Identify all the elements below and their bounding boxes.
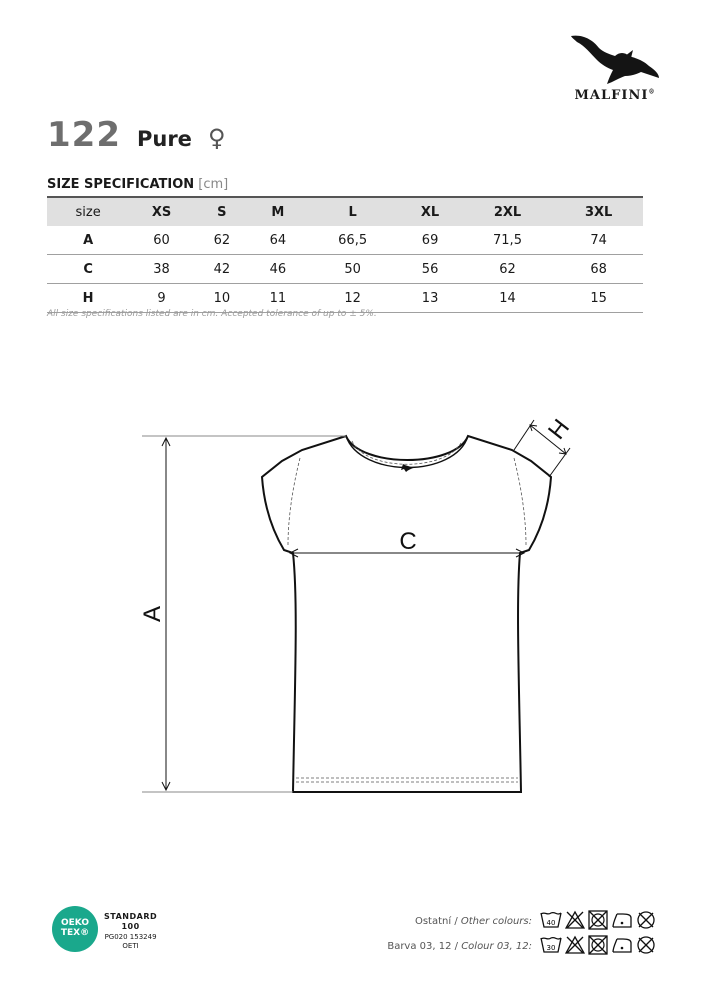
header-cell: 3XL <box>554 197 643 226</box>
table-cell: 64 <box>250 226 306 255</box>
colour-cz: Ostatní / <box>414 916 461 927</box>
header-cell: XL <box>399 197 460 226</box>
measurement-a <box>142 436 346 792</box>
table-cell: 62 <box>461 255 555 284</box>
table-cell: 71,5 <box>461 226 555 255</box>
colour-en: Colour 03, 12: <box>461 941 532 952</box>
wash-temp: 40 <box>546 919 556 927</box>
table-cell: 69 <box>399 226 460 255</box>
colour-cz: Barva 03, 12 / <box>387 941 462 952</box>
row-label: H <box>47 284 129 313</box>
product-name: Pure <box>136 127 192 151</box>
colour-line-1 <box>415 916 532 927</box>
table-cell: 56 <box>399 255 460 284</box>
table-cell: 38 <box>129 255 194 284</box>
row-label: C <box>47 255 129 284</box>
header-cell: size <box>47 197 129 226</box>
no-tumble-dry-icon <box>588 935 608 955</box>
table-cell: 12 <box>306 284 400 313</box>
table-cell: 9 <box>129 284 194 313</box>
table-cell: 60 <box>129 226 194 255</box>
care-symbols-1 <box>540 910 656 930</box>
tshirt-outline <box>262 436 551 792</box>
no-bleach-icon <box>565 910 585 930</box>
row-label: A <box>47 226 129 255</box>
standard-number: 100 <box>121 922 140 932</box>
tolerance-note: All size specifications listed are in cm. Accepted tolerance of up to ± 5%. <box>47 309 377 319</box>
table-cell: 10 <box>194 284 250 313</box>
label-a: A <box>139 605 166 623</box>
header-cell: S <box>194 197 250 226</box>
no-tumble-dry-icon <box>588 910 608 930</box>
header-cell: XS <box>129 197 194 226</box>
table-cell: 46 <box>250 255 306 284</box>
brand-name: MALFINI <box>574 88 649 103</box>
institute: OETI <box>122 941 139 950</box>
colour-line-2 <box>387 941 532 952</box>
wash-temp: 30 <box>546 944 556 952</box>
spec-title: SIZE SPECIFICATION <box>47 177 195 192</box>
header-cell: 2XL <box>461 197 555 226</box>
no-dry-clean-icon <box>636 910 656 930</box>
wash-icon <box>540 935 562 955</box>
table-cell: 13 <box>399 284 460 313</box>
table-cell: 42 <box>194 255 250 284</box>
table-cell: 62 <box>194 226 250 255</box>
certificate-code: PG020 153249 <box>104 932 157 941</box>
product-number: 122 <box>47 115 121 155</box>
table-cell: 66,5 <box>306 226 400 255</box>
label-c: C <box>399 528 417 555</box>
stitch-lines <box>288 441 526 782</box>
oeko-tex-logo <box>52 906 98 952</box>
no-dry-clean-icon <box>636 935 656 955</box>
table-cell: 14 <box>461 284 555 313</box>
wash-icon <box>540 910 562 930</box>
header-cell: M <box>250 197 306 226</box>
no-bleach-icon <box>565 935 585 955</box>
table-cell: 68 <box>554 255 643 284</box>
table-cell: 15 <box>554 284 643 313</box>
female-icon: ♀ <box>207 124 226 152</box>
colour-en: Other colours: <box>460 916 532 927</box>
table-cell: 50 <box>306 255 400 284</box>
chest-logo-icon <box>401 464 413 472</box>
oeko-line1: OEKO <box>60 918 90 929</box>
care-symbols-2 <box>540 935 656 955</box>
standard-label: STANDARD <box>104 912 158 921</box>
iron-icon <box>611 910 633 930</box>
spec-unit: [cm] <box>198 177 229 192</box>
oeko-tex-details <box>104 912 157 951</box>
label-h: H <box>543 414 576 445</box>
oeko-line2: TEX® <box>60 928 90 938</box>
brand-reg: ® <box>648 88 656 96</box>
table-cell: 74 <box>554 226 643 255</box>
table-cell: 11 <box>250 284 306 313</box>
iron-icon <box>611 935 633 955</box>
header-cell: L <box>306 197 400 226</box>
